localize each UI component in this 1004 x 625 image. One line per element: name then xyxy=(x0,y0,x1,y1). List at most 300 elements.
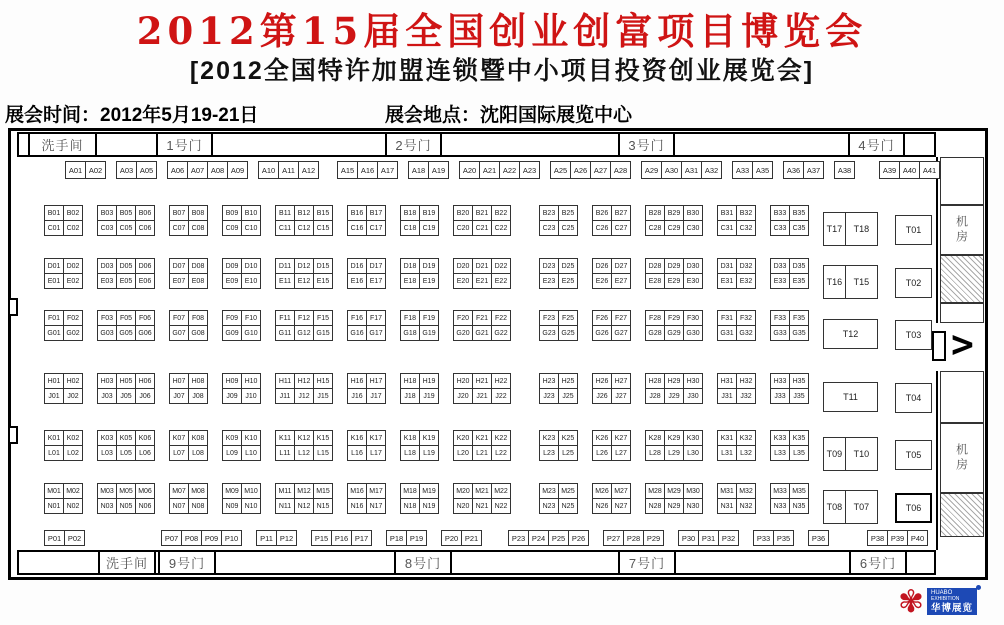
booth-block-row xyxy=(170,431,208,446)
booth-L33: L33 xyxy=(771,446,790,461)
booth-block-BC-1 xyxy=(97,205,155,236)
booth-block-MN-2 xyxy=(169,483,208,514)
booth-block-BC-0 xyxy=(44,205,83,236)
booth-E10: E10 xyxy=(242,274,261,289)
booth-B23: B23 xyxy=(540,206,559,221)
booth-block-BC-4 xyxy=(275,205,333,236)
booth-block-row xyxy=(771,221,809,236)
booth-block-row xyxy=(98,499,155,514)
booth-M35: M35 xyxy=(790,484,809,499)
booth-block-row xyxy=(45,326,83,341)
booth-block-row xyxy=(718,326,756,341)
booth-block-HJ-6 xyxy=(400,373,439,404)
booth-H32: H32 xyxy=(737,374,756,389)
booth-J25: J25 xyxy=(559,389,578,404)
booth-P39: P39 xyxy=(888,531,908,546)
booth-M05: M05 xyxy=(117,484,136,499)
booth-block-FG-3 xyxy=(222,310,261,341)
booth-block-row xyxy=(454,389,511,404)
booth-B08: B08 xyxy=(189,206,208,221)
booth-B17: B17 xyxy=(367,206,386,221)
booth-H26: H26 xyxy=(593,374,612,389)
booth-J27: J27 xyxy=(612,389,631,404)
booth-H10: H10 xyxy=(242,374,261,389)
booth-K31: K31 xyxy=(718,431,737,446)
booth-F26: F26 xyxy=(593,311,612,326)
booth-M03: M03 xyxy=(98,484,117,499)
booth-A05: A05 xyxy=(137,162,157,179)
booth-block-T17-T18 xyxy=(823,212,878,246)
booth-block-MN-10 xyxy=(645,483,703,514)
booth-block-row xyxy=(223,446,261,461)
logo-text-block xyxy=(927,588,977,616)
booth-F35: F35 xyxy=(790,311,809,326)
booth-block-row xyxy=(771,311,809,326)
booth-L22: L22 xyxy=(492,446,511,461)
booth-M28: M28 xyxy=(646,484,665,499)
booth-G02: G02 xyxy=(64,326,83,341)
logo-en-line1: HUABO xyxy=(930,589,953,596)
booth-block-row xyxy=(679,531,739,546)
booth-G15: G15 xyxy=(314,326,333,341)
booth-block-row xyxy=(771,389,809,404)
booth-block-row xyxy=(170,221,208,236)
booth-block-row xyxy=(98,221,155,236)
booth-block-HJ-12 xyxy=(770,373,809,404)
booth-E33: E33 xyxy=(771,274,790,289)
booth-block-row xyxy=(442,531,482,546)
booth-D17: D17 xyxy=(367,259,386,274)
booth-D03: D03 xyxy=(98,259,117,274)
booth-block-BC-10 xyxy=(645,205,703,236)
booth-D12: D12 xyxy=(295,259,314,274)
booth-G19: G19 xyxy=(420,326,439,341)
booth-M15: M15 xyxy=(314,484,333,499)
booth-block-row xyxy=(771,259,809,274)
booth-M31: M31 xyxy=(718,484,737,499)
booth-block-BC-9 xyxy=(592,205,631,236)
corridor-room-3 xyxy=(940,371,984,423)
booth-F05: F05 xyxy=(117,311,136,326)
booth-block-A-2 xyxy=(167,161,248,179)
stairs-hatch-1 xyxy=(940,255,984,303)
booth-G03: G03 xyxy=(98,326,117,341)
booth-A26: A26 xyxy=(571,162,591,179)
booth-G30: G30 xyxy=(684,326,703,341)
booth-E30: E30 xyxy=(684,274,703,289)
booth-N20: N20 xyxy=(454,499,473,514)
booth-M02: M02 xyxy=(64,484,83,499)
booth-K27: K27 xyxy=(612,431,631,446)
booth-block-FG-12 xyxy=(770,310,809,341)
booth-block-HJ-1 xyxy=(97,373,155,404)
door-4: 4号门 xyxy=(848,132,905,157)
booth-M08: M08 xyxy=(189,484,208,499)
booth-block-row xyxy=(170,484,208,499)
booth-A29: A29 xyxy=(642,162,662,179)
booth-block-row xyxy=(540,389,578,404)
booth-D23: D23 xyxy=(540,259,559,274)
booth-G18: G18 xyxy=(401,326,420,341)
booth-block-FG-1 xyxy=(97,310,155,341)
booth-F17: F17 xyxy=(367,311,386,326)
booth-B35: B35 xyxy=(790,206,809,221)
booth-N29: N29 xyxy=(665,499,684,514)
booth-H29: H29 xyxy=(665,374,684,389)
booth-block-row xyxy=(223,431,261,446)
booth-F20: F20 xyxy=(454,311,473,326)
booth-F07: F07 xyxy=(170,311,189,326)
booth-E03: E03 xyxy=(98,274,117,289)
booth-block-BC-5 xyxy=(347,205,386,236)
booth-block-row xyxy=(771,446,809,461)
booth-row-A xyxy=(65,161,940,179)
booth-H12: H12 xyxy=(295,374,314,389)
booth-P40: P40 xyxy=(908,531,928,546)
booth-G10: G10 xyxy=(242,326,261,341)
booth-K22: K22 xyxy=(492,431,511,446)
door-2: 2号门 xyxy=(385,132,442,157)
booth-M22: M22 xyxy=(492,484,511,499)
booth-B27: B27 xyxy=(612,206,631,221)
booth-N01: N01 xyxy=(45,499,64,514)
booth-block-row xyxy=(276,259,333,274)
logo-cn-name: 华博展览 xyxy=(930,602,973,614)
booth-N33: N33 xyxy=(771,499,790,514)
booth-N23: N23 xyxy=(540,499,559,514)
booth-M30: M30 xyxy=(684,484,703,499)
booth-N07: N07 xyxy=(170,499,189,514)
booth-D27: D27 xyxy=(612,259,631,274)
door-8: 8号门 xyxy=(394,550,452,575)
booth-block-KL-11 xyxy=(717,430,756,461)
booth-F11: F11 xyxy=(276,311,295,326)
booth-block-row xyxy=(409,162,449,179)
booth-block-row xyxy=(593,326,631,341)
booth-D35: D35 xyxy=(790,259,809,274)
booth-E07: E07 xyxy=(170,274,189,289)
booth-N30: N30 xyxy=(684,499,703,514)
booth-block-HJ-3 xyxy=(222,373,261,404)
booth-block-T08-T07 xyxy=(823,490,878,524)
booth-C21: C21 xyxy=(473,221,492,236)
booth-F16: F16 xyxy=(348,311,367,326)
booth-A38: A38 xyxy=(835,162,855,179)
booth-P38: P38 xyxy=(868,531,888,546)
booth-L02: L02 xyxy=(64,446,83,461)
door-3: 3号门 xyxy=(618,132,675,157)
booth-block-MN-6 xyxy=(400,483,439,514)
booth-H01: H01 xyxy=(45,374,64,389)
booth-block-row xyxy=(593,446,631,461)
expo-location-label: 展会地点：沈阳国际展览中心 xyxy=(385,105,633,126)
booth-block-row xyxy=(646,206,703,221)
booth-J08: J08 xyxy=(189,389,208,404)
booth-C06: C06 xyxy=(136,221,155,236)
booth-L26: L26 xyxy=(593,446,612,461)
booth-G26: G26 xyxy=(593,326,612,341)
booth-A41: A41 xyxy=(920,162,940,179)
booth-N19: N19 xyxy=(420,499,439,514)
booth-D20: D20 xyxy=(454,259,473,274)
booth-F02: F02 xyxy=(64,311,83,326)
booth-block-row xyxy=(401,374,439,389)
booth-T08: T08 xyxy=(824,491,846,523)
booth-E09: E09 xyxy=(223,274,242,289)
booth-M18: M18 xyxy=(401,484,420,499)
right-inner-wall-upper xyxy=(936,157,938,323)
booth-block-row xyxy=(162,531,242,546)
booth-N17: N17 xyxy=(367,499,386,514)
booth-block-FG-4 xyxy=(275,310,333,341)
entrance-door xyxy=(932,331,946,361)
booth-A31: A31 xyxy=(682,162,702,179)
booth-P27: P27 xyxy=(604,531,624,546)
booth-L06: L06 xyxy=(136,446,155,461)
right-inner-wall-lower xyxy=(936,371,938,550)
booth-block-FG-8 xyxy=(539,310,578,341)
booth-block-row xyxy=(45,374,83,389)
booth-C02: C02 xyxy=(64,221,83,236)
booth-B09: B09 xyxy=(223,206,242,221)
booth-A18: A18 xyxy=(409,162,429,179)
booth-G25: G25 xyxy=(559,326,578,341)
booth-G35: G35 xyxy=(790,326,809,341)
booth-J30: J30 xyxy=(684,389,703,404)
booth-block-BC-2 xyxy=(169,205,208,236)
booth-block-row xyxy=(276,274,333,289)
booth-block-row xyxy=(646,221,703,236)
booth-block-row xyxy=(604,531,664,546)
booth-block-P-3 xyxy=(311,530,372,546)
booth-C12: C12 xyxy=(295,221,314,236)
booth-J16: J16 xyxy=(348,389,367,404)
booth-block-KL-5 xyxy=(347,430,386,461)
booth-E02: E02 xyxy=(64,274,83,289)
booth-J18: J18 xyxy=(401,389,420,404)
booth-F22: F22 xyxy=(492,311,511,326)
booth-B20: B20 xyxy=(454,206,473,221)
booth-C01: C01 xyxy=(45,221,64,236)
booth-P28: P28 xyxy=(624,531,644,546)
booth-E15: E15 xyxy=(314,274,333,289)
booth-P20: P20 xyxy=(442,531,462,546)
booth-M01: M01 xyxy=(45,484,64,499)
booth-block-HJ-11 xyxy=(717,373,756,404)
booth-block-row xyxy=(718,389,756,404)
booth-L27: L27 xyxy=(612,446,631,461)
booth-N26: N26 xyxy=(593,499,612,514)
booth-A15: A15 xyxy=(338,162,358,179)
booth-block-KL-1 xyxy=(97,430,155,461)
booth-block-row xyxy=(646,326,703,341)
booth-B30: B30 xyxy=(684,206,703,221)
booth-block-KL-6 xyxy=(400,430,439,461)
booth-block-P-10 xyxy=(808,530,829,546)
booth-T04: T04 xyxy=(895,383,932,413)
booth-block-row xyxy=(276,374,333,389)
booth-M17: M17 xyxy=(367,484,386,499)
booth-K28: K28 xyxy=(646,431,665,446)
booth-block-row xyxy=(348,221,386,236)
booth-block-row xyxy=(312,531,372,546)
booth-block-row xyxy=(98,484,155,499)
booth-block-row xyxy=(718,206,756,221)
booth-L19: L19 xyxy=(420,446,439,461)
booth-G17: G17 xyxy=(367,326,386,341)
booth-block-HJ-7 xyxy=(453,373,511,404)
booth-A17: A17 xyxy=(378,162,398,179)
booth-P16: P16 xyxy=(332,531,352,546)
booth-block-row xyxy=(718,259,756,274)
booth-K17: K17 xyxy=(367,431,386,446)
booth-block-row xyxy=(454,259,511,274)
booth-A39: A39 xyxy=(880,162,900,179)
booth-block-row xyxy=(880,162,940,179)
booth-block-row xyxy=(784,162,824,179)
booth-block-MN-8 xyxy=(539,483,578,514)
booth-C09: C09 xyxy=(223,221,242,236)
booth-T11: T11 xyxy=(823,382,878,412)
booth-D18: D18 xyxy=(401,259,420,274)
booth-block-DE-3 xyxy=(222,258,261,289)
booth-J28: J28 xyxy=(646,389,665,404)
booth-block-row xyxy=(593,259,631,274)
expo-time-label: 展会时间：2012年5月19-21日 xyxy=(5,105,259,126)
booth-block-MN-4 xyxy=(275,483,333,514)
booth-H20: H20 xyxy=(454,374,473,389)
entrance-arrow-icon: > xyxy=(951,322,974,366)
stairs-hatch-2 xyxy=(940,493,984,537)
booth-E11: E11 xyxy=(276,274,295,289)
booth-T06: T06 xyxy=(895,493,932,523)
booth-H11: H11 xyxy=(276,374,295,389)
booth-G09: G09 xyxy=(223,326,242,341)
booth-block-MN-0 xyxy=(44,483,83,514)
booth-block-row xyxy=(401,326,439,341)
booth-L35: L35 xyxy=(790,446,809,461)
booth-block-row xyxy=(401,446,439,461)
booth-block-A-7 xyxy=(550,161,631,179)
booth-block-row xyxy=(551,162,631,179)
booth-G01: G01 xyxy=(45,326,64,341)
booth-E31: E31 xyxy=(718,274,737,289)
booth-J20: J20 xyxy=(454,389,473,404)
booth-block-row xyxy=(593,389,631,404)
booth-E19: E19 xyxy=(420,274,439,289)
booth-block-row xyxy=(257,531,297,546)
booth-K05: K05 xyxy=(117,431,136,446)
booth-C32: C32 xyxy=(737,221,756,236)
booth-C33: C33 xyxy=(771,221,790,236)
booth-L18: L18 xyxy=(401,446,420,461)
booth-block-P-2 xyxy=(256,530,297,546)
booth-block-row xyxy=(276,446,333,461)
booth-B03: B03 xyxy=(98,206,117,221)
booth-block-row xyxy=(401,274,439,289)
booth-block-row xyxy=(276,389,333,404)
booth-P26: P26 xyxy=(569,531,589,546)
booth-N05: N05 xyxy=(117,499,136,514)
booth-block-row xyxy=(45,259,83,274)
booth-K19: K19 xyxy=(420,431,439,446)
booth-E12: E12 xyxy=(295,274,314,289)
booth-block-FG-11 xyxy=(717,310,756,341)
booth-block-row xyxy=(276,221,333,236)
restroom-top: 洗手间 xyxy=(28,132,97,157)
door-7: 7号门 xyxy=(618,550,676,575)
booth-D08: D08 xyxy=(189,259,208,274)
booth-block-row xyxy=(540,499,578,514)
booth-block-DE-10 xyxy=(645,258,703,289)
booth-G21: G21 xyxy=(473,326,492,341)
booth-block-DE-4 xyxy=(275,258,333,289)
booth-block-row xyxy=(223,484,261,499)
booth-N02: N02 xyxy=(64,499,83,514)
booth-P31: P31 xyxy=(699,531,719,546)
booth-K20: K20 xyxy=(454,431,473,446)
booth-row-KL xyxy=(44,430,809,461)
booth-block-row xyxy=(593,274,631,289)
booth-block-row xyxy=(454,274,511,289)
booth-block-DE-0 xyxy=(44,258,83,289)
booth-block-BC-8 xyxy=(539,205,578,236)
booth-block-row xyxy=(45,531,85,546)
booth-P19: P19 xyxy=(407,531,427,546)
booth-block-row xyxy=(276,311,333,326)
booth-D19: D19 xyxy=(420,259,439,274)
booth-block-HJ-8 xyxy=(539,373,578,404)
booth-row-MN xyxy=(44,483,809,514)
booth-block-row xyxy=(98,206,155,221)
booth-block-row xyxy=(348,446,386,461)
booth-F25: F25 xyxy=(559,311,578,326)
huabo-logo xyxy=(898,586,977,617)
booth-P10: P10 xyxy=(222,531,242,546)
booth-H15: H15 xyxy=(314,374,333,389)
booth-block-DE-12 xyxy=(770,258,809,289)
booth-T17: T17 xyxy=(824,213,846,245)
booth-J07: J07 xyxy=(170,389,189,404)
booth-T03: T03 xyxy=(895,320,932,350)
booth-F27: F27 xyxy=(612,311,631,326)
booth-H09: H09 xyxy=(223,374,242,389)
booth-D15: D15 xyxy=(314,259,333,274)
booth-H31: H31 xyxy=(718,374,737,389)
booth-A11: A11 xyxy=(279,162,299,179)
booth-K03: K03 xyxy=(98,431,117,446)
booth-C31: C31 xyxy=(718,221,737,236)
booth-P24: P24 xyxy=(529,531,549,546)
booth-L29: L29 xyxy=(665,446,684,461)
booth-N22: N22 xyxy=(492,499,511,514)
booth-F30: F30 xyxy=(684,311,703,326)
booth-block-BC-7 xyxy=(453,205,511,236)
booth-K10: K10 xyxy=(242,431,261,446)
booth-H28: H28 xyxy=(646,374,665,389)
booth-block-row xyxy=(646,274,703,289)
booth-D21: D21 xyxy=(473,259,492,274)
booth-block-row xyxy=(45,431,83,446)
booth-block-row xyxy=(718,221,756,236)
booth-T15: T15 xyxy=(853,277,870,287)
booth-F18: F18 xyxy=(401,311,420,326)
booth-D28: D28 xyxy=(646,259,665,274)
booth-block-row xyxy=(593,206,631,221)
booth-block-row xyxy=(170,326,208,341)
booth-block-row xyxy=(401,311,439,326)
booth-J26: J26 xyxy=(593,389,612,404)
